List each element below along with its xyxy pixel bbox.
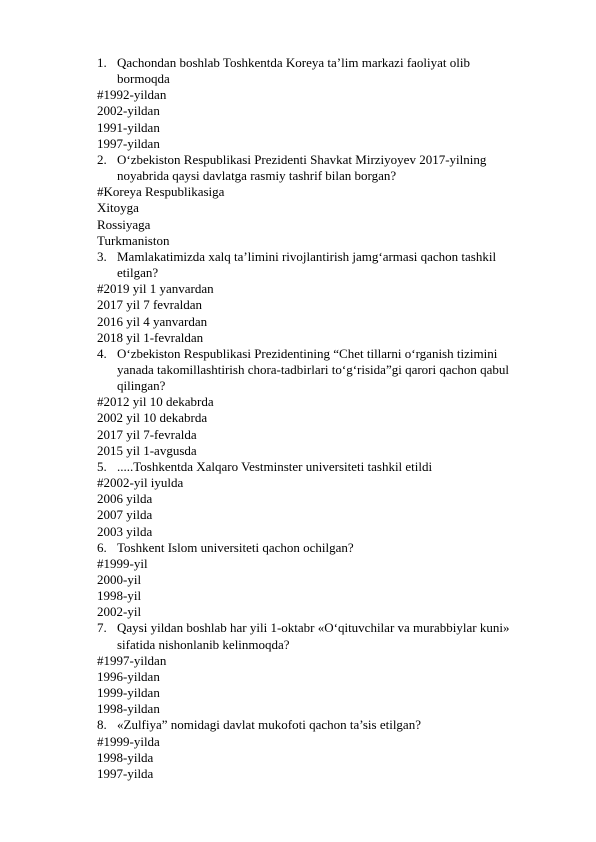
answer-option: 1997-yildan bbox=[97, 135, 160, 151]
answer-option: 1999-yildan bbox=[97, 685, 160, 701]
question-line: Qaysi yildan boshlab har yili 1-oktabr «O‘qituvchilar va murabbiylar kuni» bbox=[117, 620, 510, 636]
answer-option: 2002-yildan bbox=[97, 103, 160, 119]
question-line: O‘zbekiston Respublikasi Prezidenti Shavkat Mirziyoyev 2017-yilning bbox=[117, 151, 487, 167]
answer-option-correct: #2019 yil 1 yanvardan bbox=[97, 281, 214, 297]
question-line: noyabrida qaysi davlatga rasmiy tashrif bilan borgan? bbox=[117, 168, 397, 184]
question-line: bormoqda bbox=[117, 71, 170, 87]
question-text bbox=[97, 152, 557, 168]
question-line: O‘zbekiston Respublikasi Prezidentining “Chet tillarni o‘rganish tizimini bbox=[117, 345, 498, 361]
question-number: 8. bbox=[97, 717, 107, 733]
question-line: Toshkent Islom universiteti qachon ochilgan? bbox=[117, 539, 354, 555]
answer-option: 1996-yildan bbox=[97, 668, 160, 684]
answer-option: 2002 yil 10 dekabrda bbox=[97, 410, 208, 426]
answer-option: 2006 yilda bbox=[97, 491, 153, 507]
answer-option-correct: #2012 yil 10 dekabrda bbox=[97, 394, 214, 410]
question-line: sifatida nishonlanib kelinmoqda? bbox=[117, 636, 290, 652]
question-text-continuation bbox=[97, 168, 557, 184]
question-number: 7. bbox=[97, 620, 107, 636]
answer-option-correct: #1999-yilda bbox=[97, 733, 160, 749]
answer-option: 2003 yilda bbox=[97, 523, 153, 539]
answer-option: 2002-yil bbox=[97, 604, 142, 620]
answer-option: 1997-yilda bbox=[97, 765, 154, 781]
question-text bbox=[97, 540, 557, 556]
answer-option: 2000-yil bbox=[97, 572, 142, 587]
answer-option: Turkmaniston bbox=[97, 232, 170, 248]
question-text-continuation bbox=[97, 71, 557, 87]
question-text bbox=[97, 620, 557, 636]
question-line: Qachondan boshlab Toshkentda Koreya ta’lim markazi faoliyat olib bbox=[117, 55, 470, 70]
question-text bbox=[97, 717, 557, 733]
question-text bbox=[97, 346, 557, 362]
question-number: 5. bbox=[97, 458, 107, 474]
question-number: 6. bbox=[97, 539, 107, 555]
question-text bbox=[97, 459, 557, 475]
answer-option: 1998-yildan bbox=[97, 701, 160, 717]
question-text-continuation bbox=[97, 637, 557, 653]
answer-option: 1991-yildan bbox=[97, 119, 160, 135]
answer-option-correct: #1992-yildan bbox=[97, 87, 167, 103]
answer-option-correct: #1997-yildan bbox=[97, 652, 167, 668]
question-line: .....Toshkentda Xalqaro Vestminster universiteti tashkil etildi bbox=[117, 458, 433, 474]
answer-option: 2007 yilda bbox=[97, 507, 153, 523]
question-text-continuation bbox=[97, 362, 557, 378]
answer-option: 2017 yil 7-fevralda bbox=[97, 426, 197, 442]
question-number: 1. bbox=[97, 55, 107, 70]
answer-option: Rossiyaga bbox=[97, 216, 151, 232]
question-number: 2. bbox=[97, 151, 107, 167]
answer-option-correct: #1999-yil bbox=[97, 555, 148, 571]
answer-option-correct: #Koreya Respublikasiga bbox=[97, 184, 225, 200]
question-line: qilingan? bbox=[117, 378, 166, 394]
document-page bbox=[97, 55, 557, 782]
question-number: 3. bbox=[97, 248, 107, 264]
answer-option: 1998-yil bbox=[97, 588, 142, 604]
question-text bbox=[97, 55, 557, 71]
question-text-continuation bbox=[97, 378, 557, 394]
answer-option: 1998-yilda bbox=[97, 749, 154, 765]
answer-option-correct: #2002-yil iyulda bbox=[97, 475, 184, 491]
question-line: «Zulfiya” nomidagi davlat mukofoti qachon ta’sis etilgan? bbox=[117, 717, 421, 733]
answer-option: 2017 yil 7 fevraldan bbox=[97, 297, 203, 313]
answer-option: Xitoyga bbox=[97, 200, 139, 216]
question-text-continuation bbox=[97, 265, 557, 281]
answer-option: 2015 yil 1-avgusda bbox=[97, 442, 197, 458]
question-line: Mamlakatimizda xalq ta’limini rivojlantirish jamg‘armasi qachon tashkil bbox=[117, 248, 497, 264]
question-text bbox=[97, 249, 557, 265]
answer-option: 2016 yil 4 yanvardan bbox=[97, 313, 208, 329]
question-line: etilgan? bbox=[117, 265, 159, 281]
question-number: 4. bbox=[97, 345, 107, 361]
answer-option: 2018 yil 1-fevraldan bbox=[97, 329, 204, 345]
question-line: yanada takomillashtirish chora-tadbirlari to‘g‘risida”gi qarori qachon qabul bbox=[117, 361, 510, 377]
